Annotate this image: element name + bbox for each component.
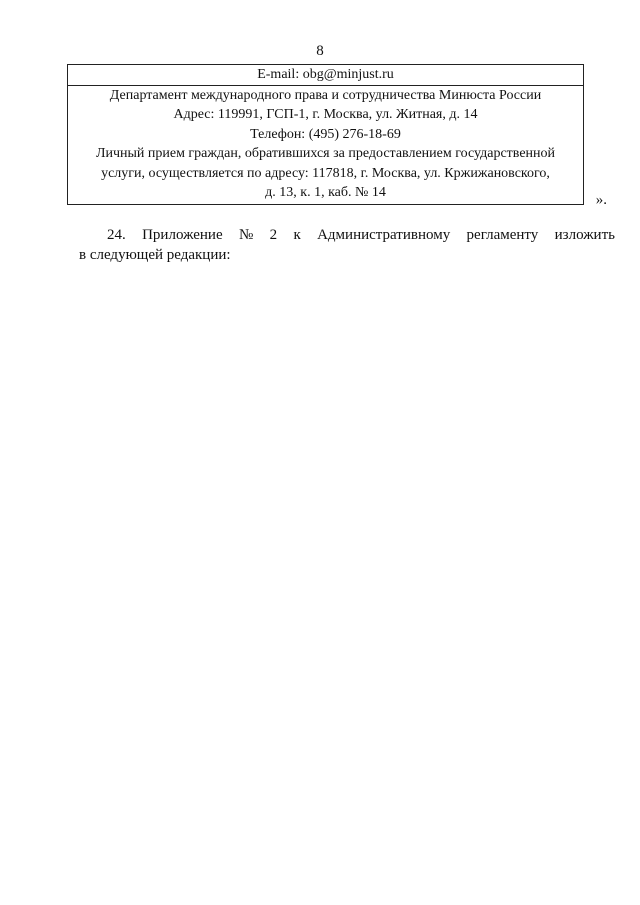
paragraph-line-1 [79,225,615,245]
paragraph-word: 2 [269,227,278,243]
paragraph-word: Приложение [142,227,223,243]
department-name: Департамент международного права и сотрудничества Минюста России [109,87,542,103]
email-cell: E-mail: obg@minjust.ru [68,65,583,86]
closing-quote: ». [595,192,607,208]
department-cell [68,86,583,204]
paragraph-line-2: в следующей редакции: [79,247,231,263]
reception-text-line-3: д. 13, к. 1, каб. № 14 [265,185,386,200]
paragraph-word: регламенту [466,227,539,243]
department-address: Адрес: 119991, ГСП-1, г. Москва, ул. Житная, д. 14 [173,107,478,122]
paragraph-word: к [293,227,301,243]
paragraph-24 [79,225,615,265]
paragraph-word: № [238,227,254,243]
department-phone: Телефон: (495) 276-18-69 [250,126,401,142]
contact-table [67,64,584,205]
page-number: 8 [316,43,324,59]
reception-text-line-1: Личный прием граждан, обратившихся за предоставлением государственной [95,146,556,161]
reception-text-line-2: услуги, осуществляется по адресу: 117818, г. Москва, ул. Кржижановского, [101,165,550,181]
paragraph-word: изложить [554,227,615,243]
paragraph-word: Административному [317,227,451,243]
paragraph-word: 24. [107,227,126,243]
